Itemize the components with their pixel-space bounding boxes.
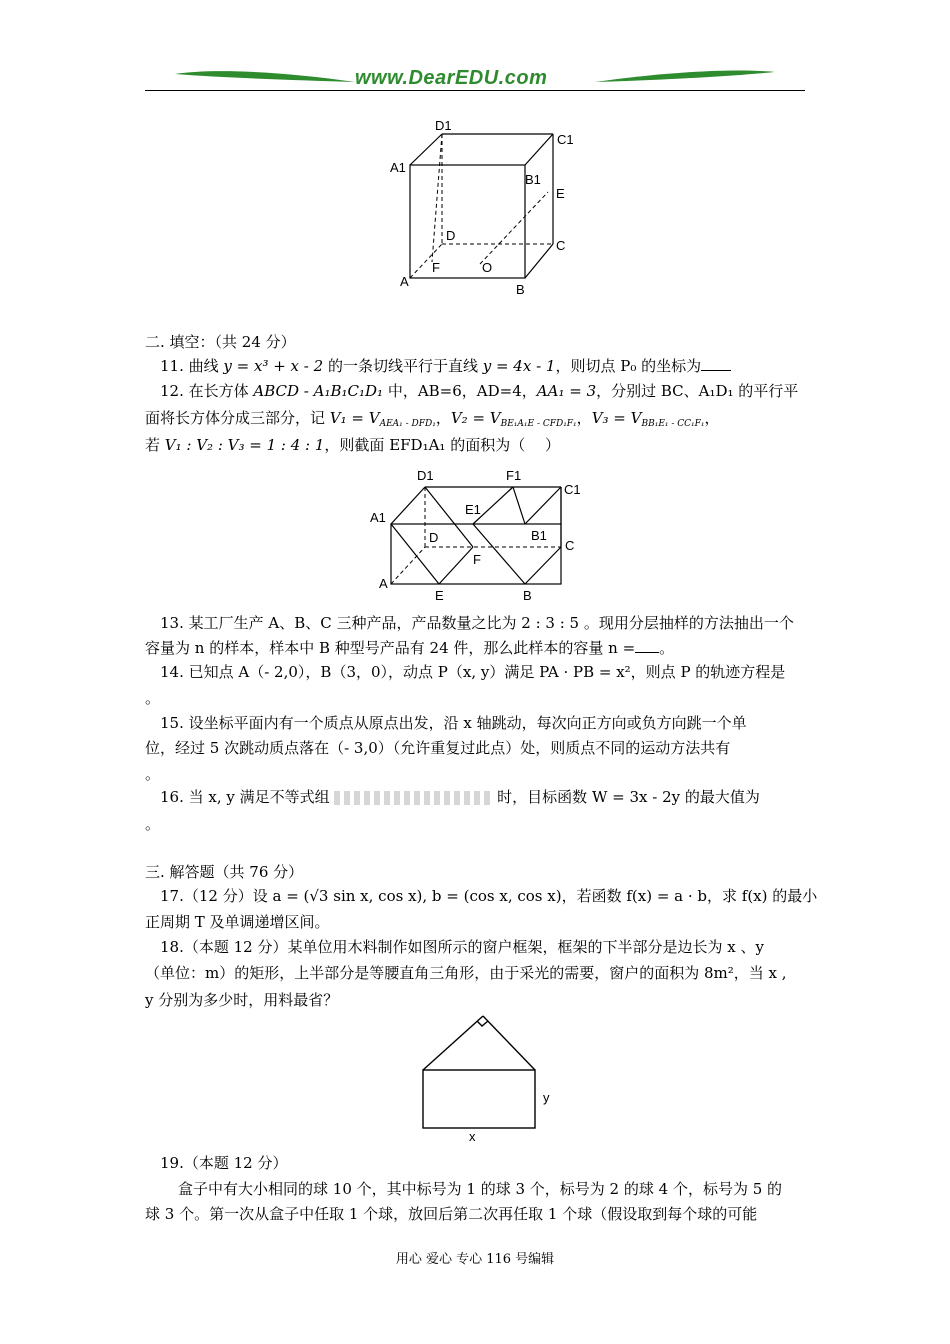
question-17-line-2: 正周期 T 及单调递增区间。 (145, 913, 330, 931)
label-C: C (556, 238, 566, 253)
window-frame-figure (415, 1010, 565, 1145)
question-18-line-3: y 分别为多少时，用料最省？ (145, 991, 339, 1009)
label-E: E (435, 588, 444, 602)
question-16-line-1: 16. 当 x, y 满足不等式组 时，目标函数 W = 3x - 2y 的最大值为 (160, 788, 760, 806)
cube-figure (380, 112, 600, 302)
label-D1: D1 (417, 468, 434, 483)
label-D1: D1 (435, 118, 452, 133)
question-14-line-2: 。 (145, 689, 161, 707)
right-swoosh (595, 70, 775, 82)
page-footer: 用心 爱心 专心 116 号编辑 (395, 1252, 555, 1267)
question-14-line-1: 14. 已知点 A（- 2,0），B（3，0），动点 P（x, y）满足 PA · PB = x²，则点 P 的轨迹方程是 (160, 663, 786, 681)
label-F: F (473, 552, 481, 567)
question-13-line-1: 13. 某工厂生产 A、B、C 三种产品，产品数量之比为 2 : 3 : 5 。现用分层抽样的方法抽出一个 (160, 614, 794, 632)
question-15-line-1: 15. 设坐标平面内有一个质点从原点出发，沿 x 轴跳动，每次向正方向或负方向跳一个单 (160, 714, 747, 732)
question-19-line-1: 盒子中有大小相同的球 10 个，其中标号为 1 的球 3 个，标号为 2 的球 4 个，标号为 5 的 (178, 1180, 783, 1198)
label-F: F (432, 260, 440, 275)
site-logo: www.DearEDU.com (355, 67, 548, 89)
question-18-line-2: （单位：m）的矩形，上半部分是等腰直角三角形，由于采光的需要，窗户的面积为 8m²，当 x , (145, 964, 787, 982)
section-3-title: 三. 解答题（共 76 分） (145, 863, 304, 881)
label-y: y (543, 1090, 550, 1105)
question-12-line-2: 面将长方体分成三部分，记 $V_1 = V_{AEA_1 - DFD_1}$，$V_2 = V_{BE_1A_1E - CFD_1F_1}$，$V_3 = V_{BB_1E_1 - CC_1F_1}$， (145, 409, 720, 429)
question-18-line-1: 18.（本题 12 分）某单位用木料制作如图所示的窗户框架，框架的下半部分是边长为 x 、y (160, 938, 764, 956)
label-x: x (469, 1129, 476, 1144)
header-rule (145, 90, 805, 91)
label-C: C (565, 538, 575, 553)
question-12-line-3: 若 V₁ : V₂ : V₃ = 1 : 4 : 1，则截面 EFD₁A₁ 的面积为（ ） (145, 436, 560, 454)
question-19-title: 19.（本题 12 分） (160, 1154, 288, 1172)
label-B1: B1 (531, 528, 547, 543)
label-O: O (482, 260, 493, 275)
question-11: 11. 曲线 y = x³ + x - 2 的一条切线平行于直线 y = 4x - 1，则切点 P₀ 的坐标为 (160, 356, 731, 376)
question-19-line-2: 球 3 个。第一次从盒子中任取 1 个球，放回后第二次再任取 1 个球（假设取到每个球的可能 (145, 1205, 758, 1223)
label-F1: F1 (506, 468, 522, 483)
cuboid-figure (365, 462, 595, 602)
label-B: B (516, 282, 525, 297)
label-B1: B1 (525, 172, 541, 187)
label-A1: A1 (370, 510, 386, 525)
label-E: E (556, 186, 565, 201)
label-A: A (379, 576, 388, 591)
question-13-line-2: 容量为 n 的样本，样本中 B 种型号产品有 24 件，那么此样本的容量 n = 。 (145, 639, 675, 657)
label-A: A (400, 274, 409, 289)
label-B: B (523, 588, 532, 602)
question-17-line-1: 17.（12 分）设 a = (√3 sin x, cos x), b = (cos x, cos x)，若函数 f(x) = a · b，求 f(x) 的最小 (160, 887, 818, 905)
label-A1: A1 (390, 160, 406, 175)
section-2-title: 二. 填空：（共 24 分） (145, 333, 296, 351)
label-E1: E1 (465, 502, 481, 517)
label-C1: C1 (564, 482, 581, 497)
label-D: D (446, 228, 456, 243)
label-D: D (429, 530, 439, 545)
question-16-line-2: 。 (145, 815, 161, 833)
left-swoosh (175, 71, 355, 82)
label-C1: C1 (557, 132, 574, 147)
question-15-line-2: 位，经过 5 次跳动质点落在（- 3,0）（允许重复过此点）处，则质点不同的运动方法共有 (145, 739, 731, 757)
inequality-system-image (334, 791, 492, 805)
question-12-line-1: 12. 在长方体 ABCD - A₁B₁C₁D₁ 中，AB=6，AD=4，AA₁ = 3，分别过 BC、A₁D₁ 的平行平 (160, 382, 799, 400)
question-15-line-3: 。 (145, 765, 161, 783)
